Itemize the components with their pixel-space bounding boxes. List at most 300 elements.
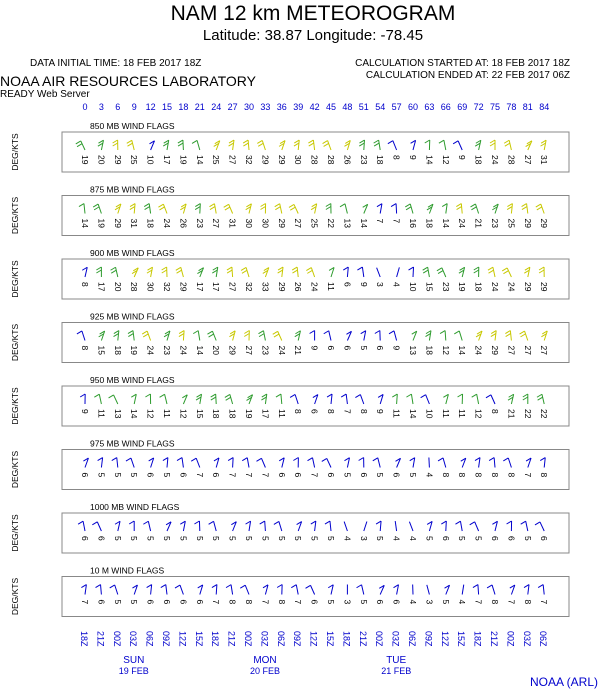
wind-speed-label: 15 xyxy=(96,345,107,355)
day-label: TUE xyxy=(386,655,407,666)
wind-speed-label: 7 xyxy=(375,218,386,224)
noaa-credit: NOAA (ARL) xyxy=(529,675,598,689)
wind-barb-feather xyxy=(261,204,266,207)
wind-speed-label: 6 xyxy=(375,599,386,605)
wind-barb xyxy=(212,331,216,340)
wind-barb-feather xyxy=(210,207,215,210)
wind-speed-label: 24 xyxy=(309,282,320,292)
wind-barb-feather xyxy=(241,267,246,270)
wind-barb-feather xyxy=(425,140,430,143)
wind-barb-feather xyxy=(96,270,101,273)
wind-speed-label: 9 xyxy=(391,345,402,351)
wind-barb-feather xyxy=(439,140,444,143)
wind-barb-feather xyxy=(503,458,508,461)
time-tick-label: 00Z xyxy=(243,631,253,647)
wind-barb-feather xyxy=(359,140,364,143)
wind-speed-label: 18 xyxy=(211,409,222,419)
wind-speed-label: 17 xyxy=(96,282,107,292)
wind-barb xyxy=(492,585,495,595)
wind-barb-feather xyxy=(326,204,331,207)
wind-barb-feather xyxy=(292,267,297,270)
panel-frame xyxy=(62,450,569,490)
wind-barb-feather xyxy=(256,458,261,461)
wind-barb-feather xyxy=(406,207,411,210)
wind-barb xyxy=(444,140,446,150)
wind-speed-label: 22 xyxy=(326,218,336,228)
wind-barb xyxy=(362,267,363,277)
wind-barb xyxy=(347,267,348,277)
wind-barb-feather xyxy=(163,458,168,461)
wind-barb xyxy=(479,458,480,468)
wind-speed-label: 11 xyxy=(326,282,336,291)
wind-barb xyxy=(167,458,168,468)
wind-speed-label: 29 xyxy=(227,345,238,355)
wind-speed-label: 31 xyxy=(227,218,238,228)
time-axis xyxy=(79,631,548,676)
wind-barb-feather xyxy=(290,207,295,210)
panel-label: 1000 MB WIND FLAGS xyxy=(90,502,180,512)
wind-speed-label: 6 xyxy=(178,599,189,605)
forecast-hour-label: 12 xyxy=(145,102,156,112)
wind-speed-label: 3 xyxy=(358,536,369,541)
wind-speed-label: 29 xyxy=(490,345,500,355)
wind-speed-label: 29 xyxy=(522,218,533,228)
forecast-hour-label: 72 xyxy=(473,102,484,112)
wind-barb-feather xyxy=(209,334,214,337)
wind-barb-feather xyxy=(276,394,281,397)
panel-frame xyxy=(62,386,569,426)
wind-speed-label: 17 xyxy=(162,155,172,165)
time-tick-label: 15Z xyxy=(193,631,204,647)
wind-barb xyxy=(151,585,152,595)
wind-speed-label: 6 xyxy=(178,472,189,478)
wind-barb xyxy=(476,204,479,214)
wind-barb-feather xyxy=(537,394,542,397)
wind-speed-label: 17 xyxy=(260,409,271,419)
wind-barb-feather xyxy=(373,458,378,461)
panel-frame xyxy=(62,577,569,617)
y-axis-label: DEG/KTS xyxy=(10,450,20,489)
wind-barb xyxy=(134,204,135,214)
wind-speed-label: 13 xyxy=(112,409,123,419)
wind-barb-feather xyxy=(129,521,134,524)
wind-barb-feather xyxy=(473,585,478,588)
wind-speed-label: 6 xyxy=(145,599,156,605)
wind-barb xyxy=(427,585,430,595)
wind-speed-label: 18 xyxy=(227,409,238,419)
wind-barb-feather xyxy=(243,143,248,146)
wind-speed-label: 5 xyxy=(375,472,386,478)
wind-speed-label: 5 xyxy=(112,472,123,478)
wind-barb xyxy=(541,204,544,213)
wind-speed-label: 7 xyxy=(342,409,353,414)
wind-barb xyxy=(115,585,118,595)
wind-barb xyxy=(462,585,464,595)
wind-speed-label: 5 xyxy=(194,536,205,541)
wind-barb-feather xyxy=(212,585,217,588)
wind-barb-feather xyxy=(225,207,230,210)
wind-barb xyxy=(410,204,413,214)
wind-speed-label: 5 xyxy=(112,599,123,605)
forecast-hour-label: 21 xyxy=(194,102,205,112)
wind-barb-feather xyxy=(376,521,381,524)
wind-barb xyxy=(445,331,446,341)
wind-speed-label: 29 xyxy=(112,155,123,165)
wind-speed-label: 6 xyxy=(539,536,550,541)
wind-barb xyxy=(442,268,446,277)
wind-barb-feather xyxy=(505,143,510,146)
wind-barb xyxy=(313,140,314,150)
wind-barb-feather xyxy=(191,458,196,461)
time-tick-label: 06Z xyxy=(144,631,155,647)
wind-speed-label: 22 xyxy=(522,409,533,419)
wind-barb-feather xyxy=(227,267,232,270)
wind-barb-feather xyxy=(76,141,81,144)
wind-barb xyxy=(508,458,511,468)
time-tick-label: 00Z xyxy=(505,631,516,647)
forecast-hour-label: 15 xyxy=(161,102,173,112)
wind-speed-label: 12 xyxy=(473,409,484,419)
wind-barb-feather xyxy=(162,270,167,273)
wind-barb-feather xyxy=(258,143,263,146)
wind-barb-feather xyxy=(176,267,181,270)
wind-barb xyxy=(147,331,150,340)
wind-barb-feather xyxy=(340,204,345,207)
wind-speed-label: 13 xyxy=(342,218,353,228)
wind-speed-label: 5 xyxy=(408,472,418,478)
time-tick-label: 00Z xyxy=(111,631,122,647)
wind-speed-label: 5 xyxy=(96,472,107,478)
wind-barb xyxy=(98,204,101,213)
wind-speed-label: 8 xyxy=(227,599,238,605)
wind-barb-feather xyxy=(357,585,362,588)
wind-barb-feather xyxy=(471,207,476,210)
wind-speed-label: 19 xyxy=(80,155,90,165)
wind-barb-feather xyxy=(325,521,330,524)
wind-speed-label: 14 xyxy=(80,218,90,228)
wind-barb xyxy=(118,331,119,341)
wind-barb xyxy=(396,204,397,214)
wind-speed-label: 8 xyxy=(293,409,304,414)
wind-speed-label: 27 xyxy=(244,345,254,355)
wind-barb-feather xyxy=(259,334,264,337)
wind-barb-feather xyxy=(128,331,133,334)
wind-barb xyxy=(233,458,234,468)
wind-barb-feather xyxy=(273,331,278,334)
wind-speed-label: 5 xyxy=(342,472,353,478)
forecast-hour-label: 36 xyxy=(276,102,287,112)
wind-speed-label: 7 xyxy=(211,599,222,605)
wind-barb-feather xyxy=(145,207,150,210)
wind-barb xyxy=(165,394,167,404)
wind-speed-label: 32 xyxy=(244,282,254,292)
wind-barb-feather xyxy=(145,394,150,397)
wind-speed-label: 14 xyxy=(408,409,418,419)
wind-speed-label: 24 xyxy=(473,345,484,355)
wind-barb-feather xyxy=(161,585,166,588)
wind-barb-feather xyxy=(159,207,164,210)
wind-barb xyxy=(331,394,332,404)
wind-speed-label: 12 xyxy=(440,155,451,165)
wind-barb-feather xyxy=(291,585,296,588)
wind-barb-feather xyxy=(539,267,544,270)
wind-barb-feather xyxy=(143,521,148,524)
wind-barb-feather xyxy=(421,395,426,398)
wind-barb-feather xyxy=(94,394,99,397)
wind-barb-feather xyxy=(470,522,475,525)
wind-speed-label: 29 xyxy=(260,155,271,165)
wind-speed-label: 3 xyxy=(424,599,435,605)
wind-barb xyxy=(265,394,266,404)
wind-speed-label: 31 xyxy=(129,218,140,228)
wind-panel xyxy=(10,121,569,172)
wind-barb xyxy=(232,267,233,277)
wind-barb-feather xyxy=(143,334,148,337)
wind-barb-feather xyxy=(130,207,135,210)
forecast-hour-label: 27 xyxy=(227,102,238,112)
wind-barb-feather xyxy=(92,522,97,525)
wind-speed-label: 6 xyxy=(293,472,304,478)
wind-speed-label: 6 xyxy=(96,536,107,541)
wind-speed-label: 25 xyxy=(129,155,140,165)
wind-speed-label: 27 xyxy=(522,155,533,165)
wind-barb xyxy=(526,521,528,531)
wind-barb-feather xyxy=(93,204,98,207)
wind-barb-feather xyxy=(389,331,394,334)
wind-barb xyxy=(298,140,299,150)
wind-barb xyxy=(131,458,134,467)
wind-barb xyxy=(148,521,150,531)
wind-barb-feather xyxy=(109,395,114,398)
wind-speed-label: 3 xyxy=(375,282,386,287)
wind-barb xyxy=(328,141,331,150)
wind-barb-feather xyxy=(504,140,509,143)
wind-barb xyxy=(133,331,134,341)
time-tick-label: 18Z xyxy=(79,631,89,647)
wind-barb xyxy=(378,458,380,468)
wind-speed-label: 5 xyxy=(211,536,222,541)
wind-barb-feather xyxy=(457,207,462,210)
time-tick-label: 03Z xyxy=(390,631,401,647)
wind-barb xyxy=(83,521,85,531)
wind-barb-feather xyxy=(391,204,396,207)
wind-barb xyxy=(261,458,265,467)
wind-barb-feather xyxy=(309,143,314,146)
forecast-hour-label: 6 xyxy=(115,102,121,112)
wind-barb-feather xyxy=(359,143,364,146)
wind-barb xyxy=(281,394,282,404)
wind-barb xyxy=(163,204,167,213)
wind-speed-label: 20 xyxy=(211,345,222,355)
wind-barb-feather xyxy=(359,458,364,461)
wind-barb xyxy=(509,140,511,150)
forecast-hour-label: 9 xyxy=(131,102,137,112)
forecast-hour-label: 33 xyxy=(260,102,271,112)
wind-barb xyxy=(364,521,367,531)
wind-barb-feather xyxy=(388,141,393,144)
wind-barb-feather xyxy=(456,204,461,207)
wind-speed-label: 6 xyxy=(276,472,287,478)
wind-speed-label: 5 xyxy=(473,536,484,541)
wind-speed-label: 9 xyxy=(457,155,468,160)
panel-label: 900 MB WIND FLAGS xyxy=(90,248,175,258)
wind-speed-label: 23 xyxy=(260,345,271,355)
wind-speed-label: 8 xyxy=(80,282,90,287)
wind-barb xyxy=(362,585,364,595)
wind-barb-feather xyxy=(454,331,459,334)
wind-barb-feather xyxy=(96,585,101,588)
date-label: 20 FEB xyxy=(249,666,281,676)
wind-panel xyxy=(10,185,569,236)
wind-barb-feather xyxy=(179,331,184,334)
wind-speed-label: 19 xyxy=(457,282,468,292)
wind-speed-label: 6 xyxy=(80,472,90,478)
wind-barb xyxy=(544,458,545,468)
wind-speed-label: 29 xyxy=(276,218,287,228)
wind-barb xyxy=(114,395,118,404)
wind-barb xyxy=(216,267,218,277)
server-name: READY Web Server xyxy=(0,89,90,100)
wind-panel xyxy=(10,248,569,299)
wind-speed-label: 5 xyxy=(522,536,533,541)
wind-barb-feather xyxy=(503,271,508,274)
wind-speed-label: 17 xyxy=(194,282,205,292)
wind-barb-feather xyxy=(177,270,182,273)
wind-speed-label: 11 xyxy=(391,409,402,418)
wind-speed-label: 5 xyxy=(162,472,172,478)
wind-speed-label: 7 xyxy=(522,472,533,478)
wind-speed-label: 11 xyxy=(457,409,468,418)
wind-barb xyxy=(346,394,347,404)
forecast-hour-label: 45 xyxy=(325,102,337,112)
wind-barb xyxy=(200,394,202,404)
wind-speed-label: 14 xyxy=(358,218,369,228)
forecast-hour-label: 81 xyxy=(522,102,533,112)
wind-panel xyxy=(10,312,569,363)
wind-speed-label: 5 xyxy=(260,536,271,541)
wind-speed-label: 11 xyxy=(440,409,451,418)
wind-barb xyxy=(311,268,314,277)
wind-speed-label: 12 xyxy=(145,409,156,419)
wind-speed-label: 30 xyxy=(293,155,304,165)
wind-barb-feather xyxy=(227,270,232,273)
wind-barb xyxy=(180,585,183,594)
wind-barb xyxy=(428,267,430,277)
wind-barb xyxy=(279,521,282,531)
panel-label: 850 MB WIND FLAGS xyxy=(90,121,175,131)
wind-speed-label: 7 xyxy=(391,218,402,224)
wind-speed-label: 30 xyxy=(244,218,254,228)
wind-barb-feather xyxy=(523,397,528,400)
time-tick-label: 06Z xyxy=(407,631,417,647)
wind-barb-feather xyxy=(242,270,247,273)
wind-speed-label: 14 xyxy=(440,218,451,228)
panel-label: 950 MB WIND FLAGS xyxy=(90,375,175,385)
wind-barb xyxy=(525,331,528,340)
wind-barb xyxy=(344,522,347,531)
time-tick-label: 21Z xyxy=(95,631,106,647)
wind-barb-feather xyxy=(355,395,360,398)
wind-speed-label: 28 xyxy=(506,155,517,165)
wind-speed-label: 6 xyxy=(194,599,205,605)
wind-barb-feather xyxy=(409,267,414,270)
wind-barb-feather xyxy=(179,334,184,337)
wind-speed-label: 7 xyxy=(473,599,484,605)
wind-barb xyxy=(327,458,331,467)
wind-barb xyxy=(409,522,413,531)
wind-speed-label: 8 xyxy=(490,409,500,414)
forecast-hour-label: 84 xyxy=(539,102,550,112)
forecast-hour-label: 3 xyxy=(98,102,104,112)
wind-barb-feather xyxy=(242,458,247,461)
wind-barb-feather xyxy=(487,585,492,588)
forecast-hour-label: 78 xyxy=(506,102,517,112)
wind-barb-feather xyxy=(243,140,248,143)
wind-barb xyxy=(214,204,216,214)
wind-barb xyxy=(411,394,413,404)
wind-barb-feather xyxy=(113,143,118,146)
wind-speed-label: 24 xyxy=(506,282,517,292)
wind-barb-feather xyxy=(195,204,200,207)
wind-speed-label: 24 xyxy=(457,218,468,228)
time-tick-label: 12Z xyxy=(439,631,450,647)
wind-barb-feather xyxy=(128,143,133,146)
lab-name: NOAA AIR RESOURCES LABORATORY xyxy=(0,73,256,89)
wind-barb-feather xyxy=(289,204,294,207)
wind-speed-label: 4 xyxy=(391,536,402,541)
time-tick-label: 03Z xyxy=(128,631,139,647)
wind-speed-label: 7 xyxy=(227,472,238,478)
wind-speed-label: 6 xyxy=(211,472,222,478)
wind-speed-label: 5 xyxy=(440,599,451,605)
wind-speed-label: 7 xyxy=(80,599,90,605)
wind-barb-feather xyxy=(374,143,379,146)
forecast-hour-label: 75 xyxy=(489,102,501,112)
wind-barb xyxy=(397,394,398,404)
wind-speed-label: 8 xyxy=(506,472,517,478)
time-tick-label: 12Z xyxy=(308,631,319,647)
wind-barb-feather xyxy=(453,141,458,144)
wind-barb xyxy=(196,458,200,467)
wind-speed-label: 11 xyxy=(96,409,107,418)
wind-speed-label: 4 xyxy=(408,536,418,541)
time-tick-label: 06Z xyxy=(538,631,549,647)
wind-speed-label: 8 xyxy=(522,599,533,605)
wind-barb xyxy=(99,394,101,404)
wind-speed-label: 18 xyxy=(375,155,386,165)
wind-speed-label: 18 xyxy=(424,218,435,228)
wind-speed-label: 7 xyxy=(506,599,517,605)
wind-barb-feather xyxy=(144,204,149,207)
wind-speed-label: 17 xyxy=(211,282,222,292)
forecast-hour-label: 0 xyxy=(82,102,88,112)
wind-speed-label: 5 xyxy=(129,536,140,541)
wind-barb-feather xyxy=(277,585,282,588)
wind-barb xyxy=(429,331,431,341)
wind-barb xyxy=(459,331,462,341)
wind-speed-label: 5 xyxy=(162,536,172,541)
wind-barb-feather xyxy=(261,207,266,210)
wind-speed-label: 29 xyxy=(539,282,550,292)
y-axis-label: DEG/KTS xyxy=(10,260,20,298)
wind-barb-feather xyxy=(455,521,460,524)
wind-barb-feather xyxy=(113,140,118,143)
wind-barb-feather xyxy=(471,204,476,207)
y-axis-label: DEG/KTS xyxy=(10,577,20,616)
chart-subtitle: Latitude: 38.87 Longitude: -78.45 xyxy=(202,27,424,44)
wind-speed-label: 6 xyxy=(506,536,517,541)
wind-barb-feather xyxy=(502,268,507,271)
